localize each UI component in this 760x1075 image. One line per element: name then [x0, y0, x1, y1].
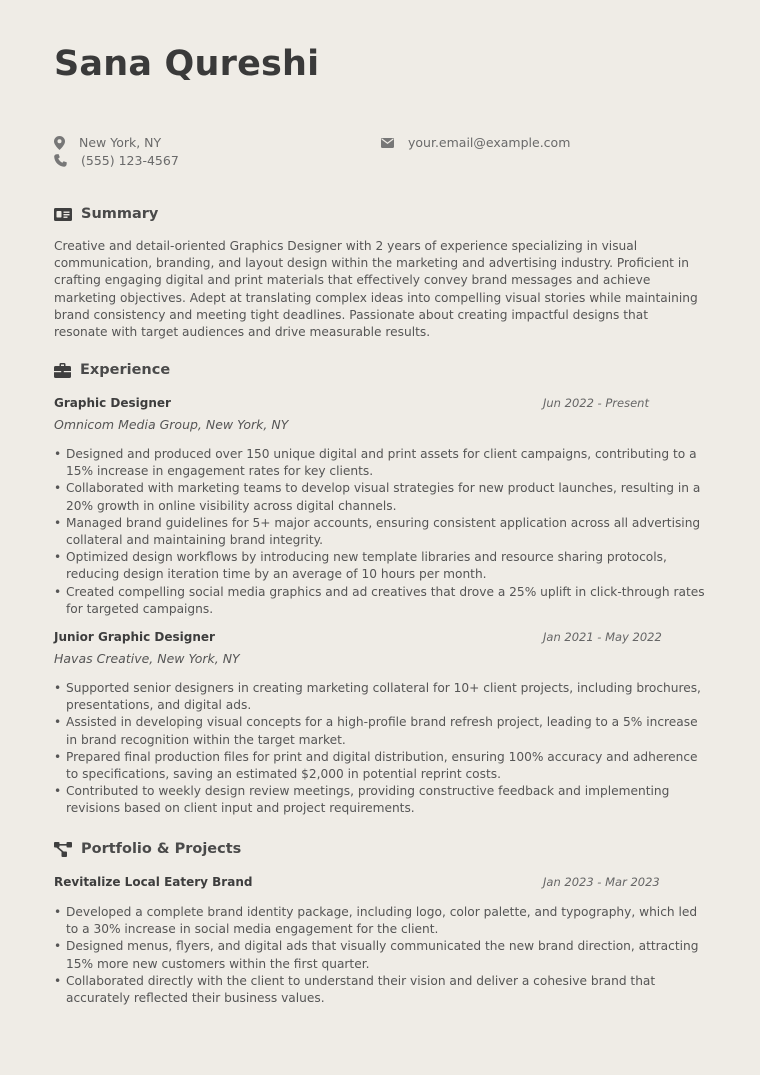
projects-heading [54, 841, 241, 857]
job-company: Omnicom Media Group, New York, NY [54, 417, 289, 432]
list-item: • Collaborated with marketing teams to develop visual strategies for new product launches, resulting in a 20% growth in online visibility across digital channels. [54, 480, 706, 514]
list-item: • Designed menus, flyers, and digital ads that visually communicated the new brand direction, attracting 15% more new customers within the first quarter. [54, 938, 706, 972]
list-item: • Managed brand guidelines for 5+ major accounts, ensuring consistent application across all advertising collateral and maintaining brand integrity. [54, 515, 706, 549]
phone-text: (555) 123-4567 [81, 153, 179, 168]
job-title: Graphic Designer [54, 396, 171, 410]
phone-icon [54, 154, 67, 167]
list-item: • Contributed to weekly design review meetings, providing constructive feedback and implementing revisions based on client input and project requirements. [54, 783, 706, 817]
list-item: • Supported senior designers in creating marketing collateral for 10+ client projects, including brochures, presentations, and digital ads. [54, 680, 706, 714]
experience-heading-label: Experience [80, 362, 171, 378]
job-dates: Jan 2021 - May 2022 [543, 630, 662, 644]
email-link[interactable]: your.email@example.com [408, 135, 571, 150]
list-item: • Collaborated directly with the client to understand their vision and deliver a cohesive brand that accurately reflected their business values. [54, 973, 706, 1007]
job-bullets [54, 446, 706, 618]
experience-heading [54, 362, 170, 378]
job-bullets [54, 680, 706, 818]
summary-heading-label: Summary [81, 206, 159, 222]
envelope-icon [381, 138, 394, 148]
contact-email[interactable] [381, 135, 570, 150]
projects-heading-label: Portfolio & Projects [81, 841, 242, 857]
candidate-name: Sana Qureshi [54, 44, 320, 84]
list-item: • Assisted in developing visual concepts for a high-profile brand refresh project, leading to a 5% increase in brand recognition within the target market. [54, 714, 706, 748]
project-dates: Jan 2023 - Mar 2023 [543, 875, 660, 889]
contact-location [54, 135, 161, 150]
project-bullets [54, 904, 706, 1007]
map-pin-icon [54, 136, 65, 150]
diagram-icon [54, 842, 72, 857]
list-item: • Designed and produced over 150 unique digital and print assets for client campaigns, contributing to a 15% increase in engagement rates for key clients. [54, 446, 706, 480]
location-text: New York, NY [79, 135, 162, 150]
job-dates: Jun 2022 - Present [543, 396, 649, 410]
list-item: • Developed a complete brand identity package, including logo, color palette, and typography, which led to a 30% increase in social media engagement for the client. [54, 904, 706, 938]
job-title: Junior Graphic Designer [54, 630, 215, 644]
job-company: Havas Creative, New York, NY [54, 651, 240, 666]
list-item: • Created compelling social media graphics and ad creatives that drove a 25% uplift in click-through rates for targeted campaigns. [54, 584, 706, 618]
list-item: • Optimized design workflows by introducing new template libraries and resource sharing protocols, reducing design iteration time by an average of 10 hours per month. [54, 549, 706, 583]
briefcase-icon [54, 363, 71, 378]
summary-text: Creative and detail-oriented Graphics Designer with 2 years of experience specializing in visual communication, branding, and layout design within the marketing and advertising industry. Proficient in crafting engaging digital and print materials that effectively convey brand messages and achieve marketing objectives. Adept at translating complex ideas into compelling visual stories while maintaining brand consistency and meeting tight deadlines. Passionate about creating impactful designs that resonate with target audiences and drive measurable results. [54, 239, 698, 340]
list-item: • Prepared final production files for print and digital distribution, ensuring 100% accuracy and adherence to specifications, saving an estimated $2,000 in potential reprint costs. [54, 749, 706, 783]
project-title: Revitalize Local Eatery Brand [54, 875, 253, 889]
summary-heading [54, 206, 158, 222]
contact-phone [54, 153, 179, 168]
id-card-icon [54, 208, 72, 221]
